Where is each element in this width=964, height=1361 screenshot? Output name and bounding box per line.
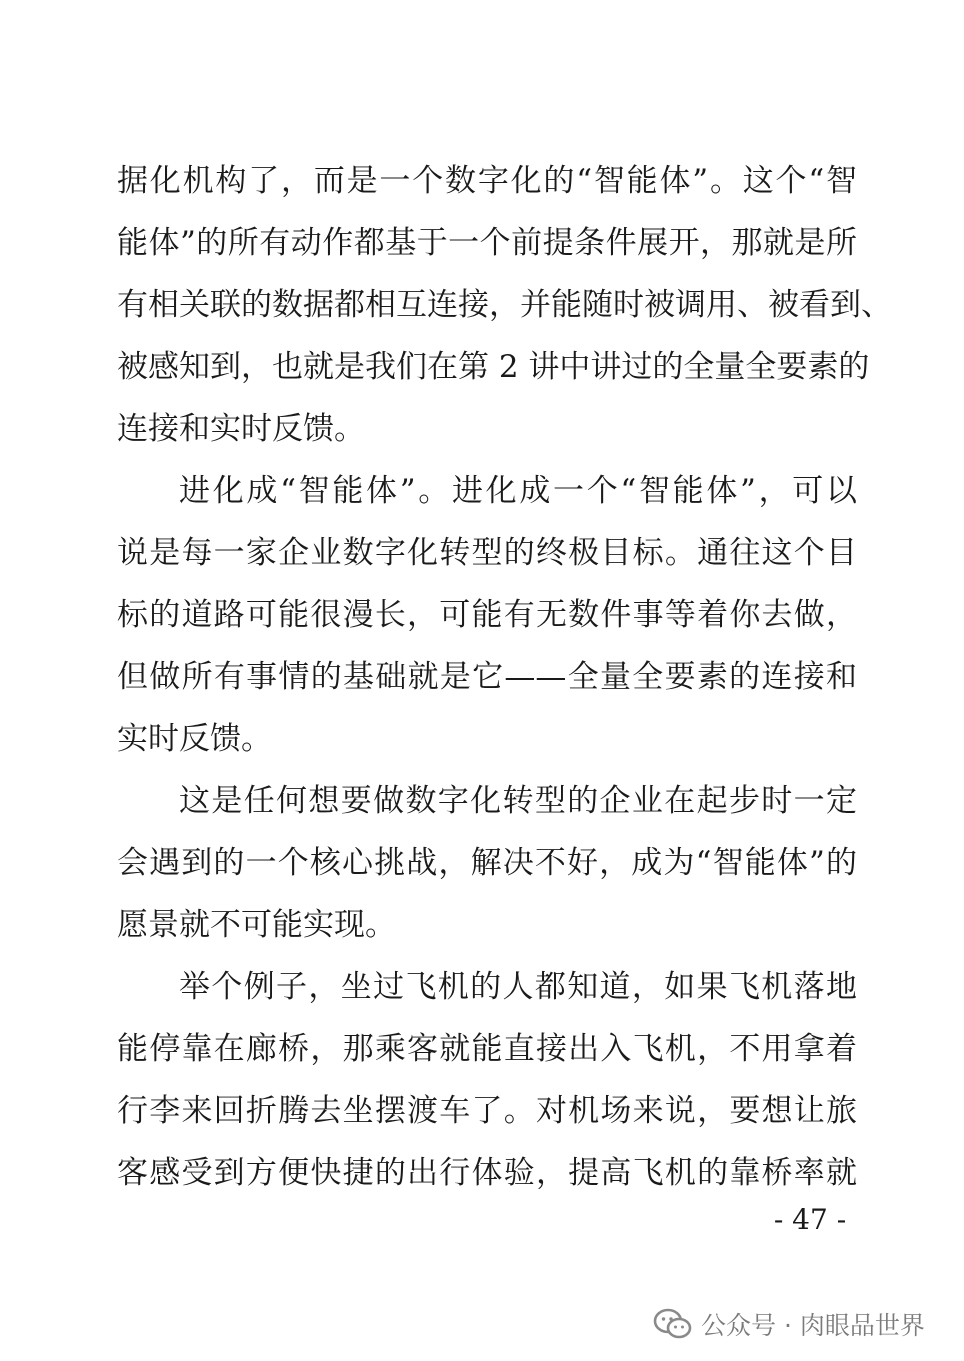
page-number: - 47 - <box>773 1203 847 1236</box>
text-line: 但做所有事情的基础就是它——全量全要素的连接和 <box>117 659 857 695</box>
text-line: 进化成“智能体”。进化成一个“智能体”，可以 <box>179 473 857 509</box>
text-line: 能停靠在廊桥，那乘客就能直接出入飞机，不用拿着 <box>117 1031 857 1067</box>
text-line: 会遇到的一个核心挑战，解决不好，成为“智能体”的 <box>117 845 857 881</box>
text-line: 连接和实时反馈。 <box>117 411 365 447</box>
body-text <box>117 150 892 1204</box>
text-line: 说是每一家企业数字化转型的终极目标。通往这个目 <box>117 535 857 571</box>
text-line: 被感知到，也就是我们在第 2 讲中讲过的全量全要素的 <box>117 349 870 385</box>
text-line: 行李来回折腾去坐摆渡车了。对机场来说，要想让旅 <box>117 1093 857 1129</box>
text-line: 能体”的所有动作都基于一个前提条件展开，那就是所 <box>117 225 857 261</box>
text-line: 举个例子，坐过飞机的人都知道，如果飞机落地 <box>179 969 857 1005</box>
text-line: 标的道路可能很漫长，可能有无数件事等着你去做， <box>117 597 857 633</box>
watermark-text: 公众号 · 肉眼品世界 <box>701 1311 925 1340</box>
watermark <box>653 1302 925 1346</box>
text-line: 这是任何想要做数字化转型的企业在起步时一定 <box>179 783 857 819</box>
text-line: 有相关联的数据都相互连接，并能随时被调用、被看到、 <box>117 287 892 323</box>
text-line: 据化机构了，而是一个数字化的“智能体”。这个“智 <box>117 163 857 199</box>
text-line: 实时反馈。 <box>117 721 272 757</box>
wechat-channel-icon <box>653 1307 693 1341</box>
text-line: 客感受到方便快捷的出行体验，提高飞机的靠桥率就 <box>117 1155 857 1191</box>
text-line: 愿景就不可能实现。 <box>117 907 396 943</box>
